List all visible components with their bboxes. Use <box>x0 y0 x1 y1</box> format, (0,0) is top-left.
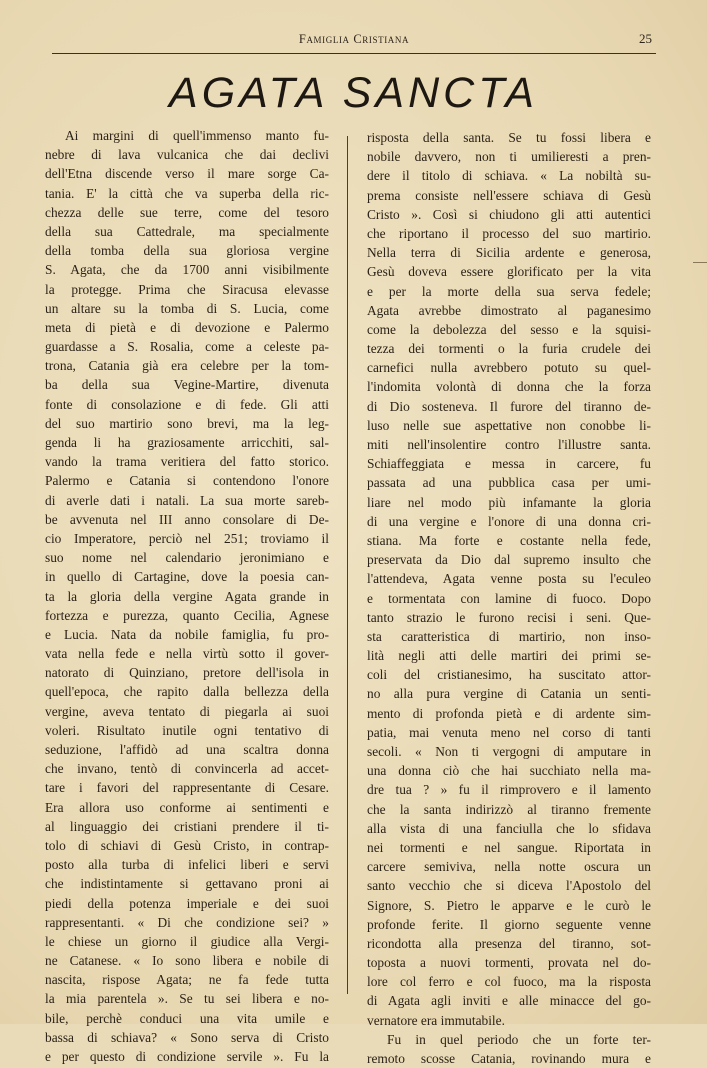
text-line: l'indomita volontà di donna che la forza <box>367 379 651 395</box>
text-line: della tomba della sua gloriosa vergine <box>45 243 329 259</box>
text-line: lore col ferro e col fuoco, ma la risposta <box>367 974 651 990</box>
text-line: no alla pura vergine di Catania un senti- <box>367 686 651 702</box>
running-title: Famiglia Cristiana <box>298 32 410 46</box>
text-line: dere il titolo di schiava. « La nobiltà su- <box>367 168 651 184</box>
text-line: risposta della santa. Se tu fossi libera e <box>367 130 651 145</box>
text-line: nei tormenti e nel sangue. Riportata in <box>367 839 651 855</box>
text-line: luso nelle sue aspettative non conobbe li- <box>367 417 651 433</box>
text-line: Signore, S. Pietro le apparve e le curò le <box>367 897 651 913</box>
right-column <box>367 128 651 1068</box>
text-line: piedi della potenza imperiale e dei suoi <box>45 895 329 911</box>
text-line: secoli. « Non ti vergogni di amputare in <box>367 744 651 759</box>
left-column <box>45 126 329 1066</box>
text-line: Cristo ». Così si chiudono gli atti autentici <box>367 206 651 222</box>
text-line: Ai margini di quell'immenso manto fu- <box>65 128 329 143</box>
text-line: S. Agata, che da 1700 anni visibilmente <box>45 262 329 278</box>
text-line: carcere semiviva, nella notte oscura un <box>367 859 651 875</box>
text-line: carnefici nulla avrebbero potuto su quel- <box>367 360 651 376</box>
text-line: ba della sua Vegine-Martire, divenuta <box>45 377 329 393</box>
header-rule <box>52 53 656 54</box>
text-line: del suo martirio sono brevi, ma la leg- <box>45 415 329 431</box>
text-line: tania. E' la città che va superba della ric- <box>45 185 329 201</box>
text-line: meta di pietà e di devozione e Palermo <box>45 319 329 335</box>
text-line: stiana. Ma forte e costante nella fede, <box>367 532 651 548</box>
text-line: patia, mai venuta meno nel corso di tanti <box>367 724 651 740</box>
article-title: AGATA SANCTA <box>169 69 538 117</box>
text-line: vernatore era immutabile. <box>367 1012 505 1028</box>
text-line: lità negli atti delle martiri dei primi se- <box>367 648 651 664</box>
text-line: bile, perchè conduci una vita umile e <box>45 1010 329 1026</box>
text-line: guardasse a S. Rosalia, come a celeste pa- <box>45 339 329 355</box>
text-line: una donna ciò che hai succhiato nella ma- <box>367 763 651 779</box>
text-line: ricondotta alla presenza del tiranno, sot- <box>367 935 651 951</box>
text-line: preservata da Dio dal supremo insulto che <box>367 552 651 568</box>
text-line: passata ad una pubblica casa per umi- <box>367 475 651 491</box>
text-line: alla vista di una fanciulla che lo sfidava <box>367 820 651 836</box>
text-line: profonde ferite. Il giorno seguente venne <box>367 916 651 932</box>
text-line: della sua Cattedrale, ma specialmente <box>45 223 329 239</box>
text-line: Gesù doveva essere glorificato per la vita <box>367 264 651 280</box>
text-line: Schiaffeggiata e messa in carcere, fu <box>367 456 651 472</box>
text-line: rappresentanti. « Di che condizione sei? » <box>45 914 329 930</box>
text-line: la mia parentela ». Se tu sei libera e no- <box>45 991 329 1007</box>
text-line: la protegge. Prima che Siracusa elevasse <box>45 281 329 297</box>
text-line: prema consiste nell'essere schiava di Gesù <box>367 187 651 203</box>
text-line: nebre di lava vulcanica che dai declivi <box>45 147 329 163</box>
text-line: posto alla turba di infelici liberi e servi <box>45 857 329 873</box>
text-line: quell'epoca, che rapito dalla bellezza della <box>45 684 329 700</box>
text-line: l'attendeva, Agata venne posta su l'eculeo <box>367 571 651 587</box>
text-line: come la debolezza del sesso e la squisi- <box>367 321 651 337</box>
edge-mark <box>693 262 707 263</box>
text-line: toposta a nuovi tormenti, provata nel do- <box>367 955 651 971</box>
text-line: Agata avrebbe dimostrato al paganesimo <box>367 302 651 318</box>
text-line: trona, Catania già era celebre per la tom- <box>45 358 329 374</box>
text-line: bassa di schiava? « Sono serva di Cristo <box>45 1029 329 1045</box>
text-line: di Agata agli inviti e alle minacce del go- <box>367 993 651 1009</box>
text-line: di averle dati i natali. La sua morte sareb- <box>45 492 329 508</box>
column-divider <box>347 136 348 994</box>
text-line: vergine, aveva tentato di piegarla ai suoi <box>45 703 329 719</box>
text-line: che indistintamente si gettavano proni ai <box>45 876 329 892</box>
text-line: natorato di Quinziano, pretore dell'isola in <box>45 665 329 681</box>
text-line: al linguaggio dei cristiani prendere il ti- <box>45 818 329 834</box>
text-line: e per questo di condizione servile ». Fu la <box>45 1049 329 1064</box>
text-line: miti nell'insolentire contro l'illustre santa. <box>367 437 651 452</box>
text-line: le chiese un giorno il giudice alla Vergi- <box>45 933 329 949</box>
text-line: dre tua ? » fu il rimprovero e il lamento <box>367 782 651 798</box>
text-line: che riportano il processo del suo martirio. <box>367 225 651 241</box>
text-line: genda li ha graziosamente arricchiti, sal- <box>45 435 329 450</box>
text-line: tezza dei tormenti o la furia crudele dei <box>367 341 651 357</box>
text-line: sta caratteristica di martirio, non inso- <box>367 628 651 644</box>
text-line: tanto strazio le furono recisi i seni. Que- <box>367 609 651 625</box>
text-line: in quello di Cartagine, dove la poesia can- <box>45 569 329 585</box>
text-line: dell'Etna discende verso il mare sorge Ca- <box>45 166 329 182</box>
text-line: un altare su la tomba di S. Lucia, come <box>45 300 329 316</box>
text-line: e tormentata con lamine di fuoco. Dopo <box>367 590 651 606</box>
text-line: liare nel modo più infamante la gloria <box>367 494 651 510</box>
text-line: Nella terra di Sicilia ardente e generosa, <box>367 245 651 261</box>
text-line: che la santa indirizzò al tiranno fremente <box>367 801 651 817</box>
text-line: fortezza e purezza, quanto Cecilia, Agnese <box>45 607 329 623</box>
running-head <box>52 30 656 52</box>
text-line: be avvenuta nel III anno consolare di De- <box>45 511 329 527</box>
text-line: tare i favori del rappresentante di Cesare. <box>45 780 329 796</box>
text-line: ne Catanese. « Io sono libera e nobile di <box>45 953 329 969</box>
text-line: chezza delle sue terre, come del tesoro <box>45 204 329 220</box>
text-line: Palermo e Catania si contendono l'onore <box>45 473 329 489</box>
text-line: e per la morte della sua serva fedele; <box>367 283 651 299</box>
text-line: vata nella fede e nella virtù sotto il gover- <box>45 646 329 662</box>
text-line: voleri. Risultato inutile ogni tentativo di <box>45 722 329 738</box>
text-line: nobile davvero, non ti umilieresti a pren- <box>367 149 651 165</box>
text-line: cio Imperatore, perciò nel 251; troviamo il <box>45 530 329 546</box>
page-number: 25 <box>639 31 652 46</box>
text-line: ta la gloria della vergine Agata grande in <box>45 588 329 604</box>
text-line: suo nome nel calendario jeronimiano e <box>45 550 329 566</box>
text-line: coli del cristianesimo, ha suscitato attor- <box>367 667 651 683</box>
text-line: di una vergine e l'onore di una donna cri- <box>367 513 651 529</box>
text-line: Era allora uso conforme ai sentimenti e <box>45 799 329 815</box>
text-line: vando la trama veritiera del fatto storico. <box>45 454 329 470</box>
text-line: di Dio sosteneva. Il furore del tiranno de- <box>367 398 651 414</box>
text-line: remoto scosse Catania, rovinando mura e <box>367 1051 651 1066</box>
text-line: fonte di consolazione e di fede. Gli atti <box>45 396 329 412</box>
text-line: mento di profonda pietà e di ardente sim- <box>367 705 651 721</box>
text-line: seduzione, l'affidò ad una scaltra donna <box>45 742 329 757</box>
text-line: e Lucia. Nata da nobile famiglia, fu pro- <box>45 626 329 642</box>
text-line: tolo di schiavi di Gesù Cristo, in contrap- <box>45 837 329 853</box>
text-line: nascita, rispose Agata; ne fa fede tutta <box>45 972 329 988</box>
text-line: santo vecchio che si diceva l'Apostolo del <box>367 878 651 894</box>
text-line: Fu in quel periodo che un forte ter- <box>387 1031 651 1047</box>
text-line: che invano, tentò di convincerla ad accet- <box>45 761 329 777</box>
